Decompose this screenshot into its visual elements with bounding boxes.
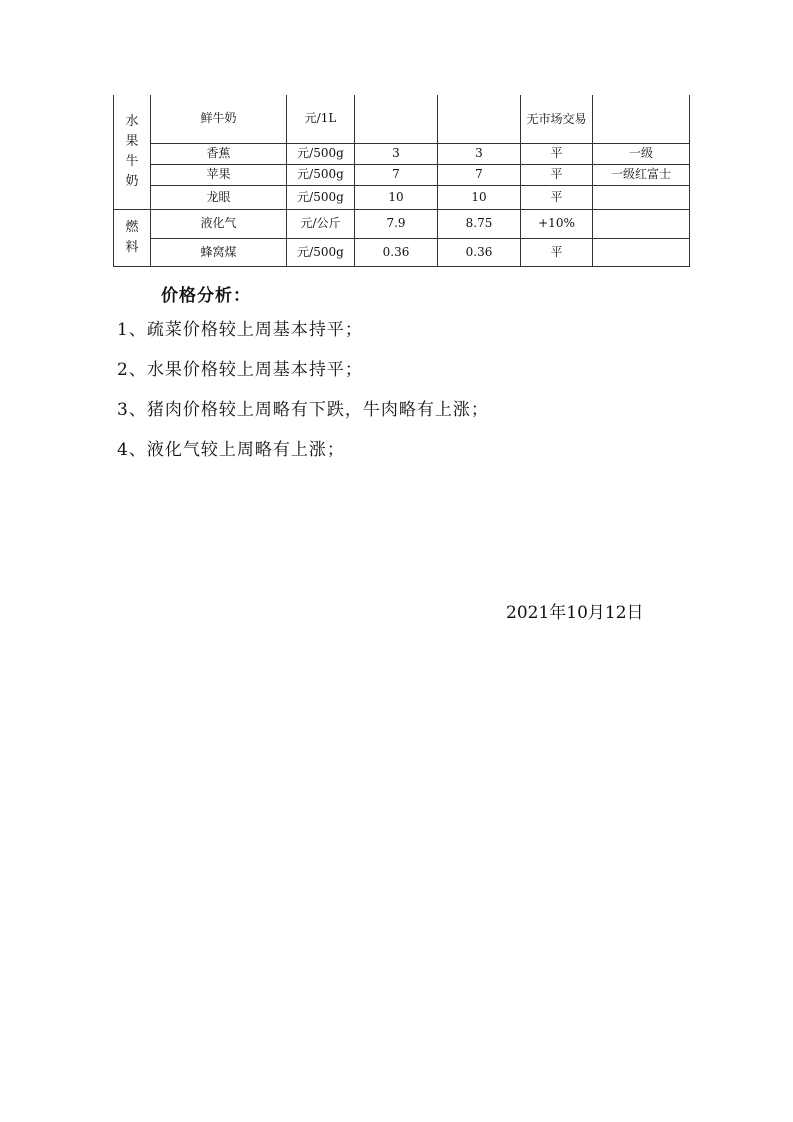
prev-price-cell: 0.36 — [355, 238, 438, 266]
prev-price-cell: 10 — [355, 185, 438, 209]
note-cell — [593, 209, 690, 238]
prev-price-cell — [355, 95, 438, 143]
item-name-cell: 龙眼 — [151, 185, 287, 209]
prev-price-cell: 7.9 — [355, 209, 438, 238]
change-cell: +10% — [521, 209, 593, 238]
item-name-cell: 液化气 — [151, 209, 287, 238]
change-cell: 平 — [521, 143, 593, 164]
curr-price-cell — [438, 95, 521, 143]
category-cell — [114, 95, 151, 209]
curr-price-cell: 3 — [438, 143, 521, 164]
note-cell — [593, 238, 690, 266]
item-name-cell: 苹果 — [151, 164, 287, 185]
change-cell: 平 — [521, 238, 593, 266]
unit-cell: 元/500g — [287, 143, 355, 164]
change-text: 无市场交易 — [526, 111, 587, 126]
note-cell: 一级 — [593, 143, 690, 164]
item-name-cell: 鲜牛奶 — [151, 95, 287, 143]
price-table — [113, 95, 690, 267]
unit-cell: 元/1L — [287, 95, 355, 143]
unit-cell: 元/500g — [287, 238, 355, 266]
prev-price-cell: 3 — [355, 143, 438, 164]
curr-price-cell: 8.75 — [438, 209, 521, 238]
table-row — [114, 238, 690, 266]
note-cell: 一级红富士 — [593, 164, 690, 185]
table-row — [114, 95, 690, 143]
table-row — [114, 209, 690, 238]
report-date: 2021年10月12日 — [506, 603, 644, 623]
table-row — [114, 143, 690, 164]
table-row — [114, 164, 690, 185]
curr-price-cell: 10 — [438, 185, 521, 209]
unit-cell: 元/500g — [287, 164, 355, 185]
analysis-title: 价格分析： — [161, 286, 251, 306]
analysis-item: 3、猪肉价格较上周略有下跌，牛肉略有上涨； — [117, 400, 489, 420]
prev-price-cell: 7 — [355, 164, 438, 185]
note-cell — [593, 95, 690, 143]
analysis-item: 2、水果价格较上周基本持平； — [117, 360, 363, 380]
change-cell — [521, 95, 593, 143]
curr-price-cell: 0.36 — [438, 238, 521, 266]
curr-price-cell: 7 — [438, 164, 521, 185]
note-cell — [593, 185, 690, 209]
unit-cell: 元/500g — [287, 185, 355, 209]
category-label: 水果牛奶 — [125, 113, 139, 189]
category-cell — [114, 209, 151, 266]
analysis-item: 4、液化气较上周略有上涨； — [117, 440, 345, 460]
category-label: 燃料 — [125, 219, 139, 255]
item-name-cell: 香蕉 — [151, 143, 287, 164]
analysis-item: 1、疏菜价格较上周基本持平； — [117, 320, 363, 340]
analysis-list — [117, 318, 489, 478]
change-cell: 平 — [521, 164, 593, 185]
item-name-cell: 蜂窝煤 — [151, 238, 287, 266]
table-row — [114, 185, 690, 209]
change-cell: 平 — [521, 185, 593, 209]
unit-cell: 元/公斤 — [287, 209, 355, 238]
